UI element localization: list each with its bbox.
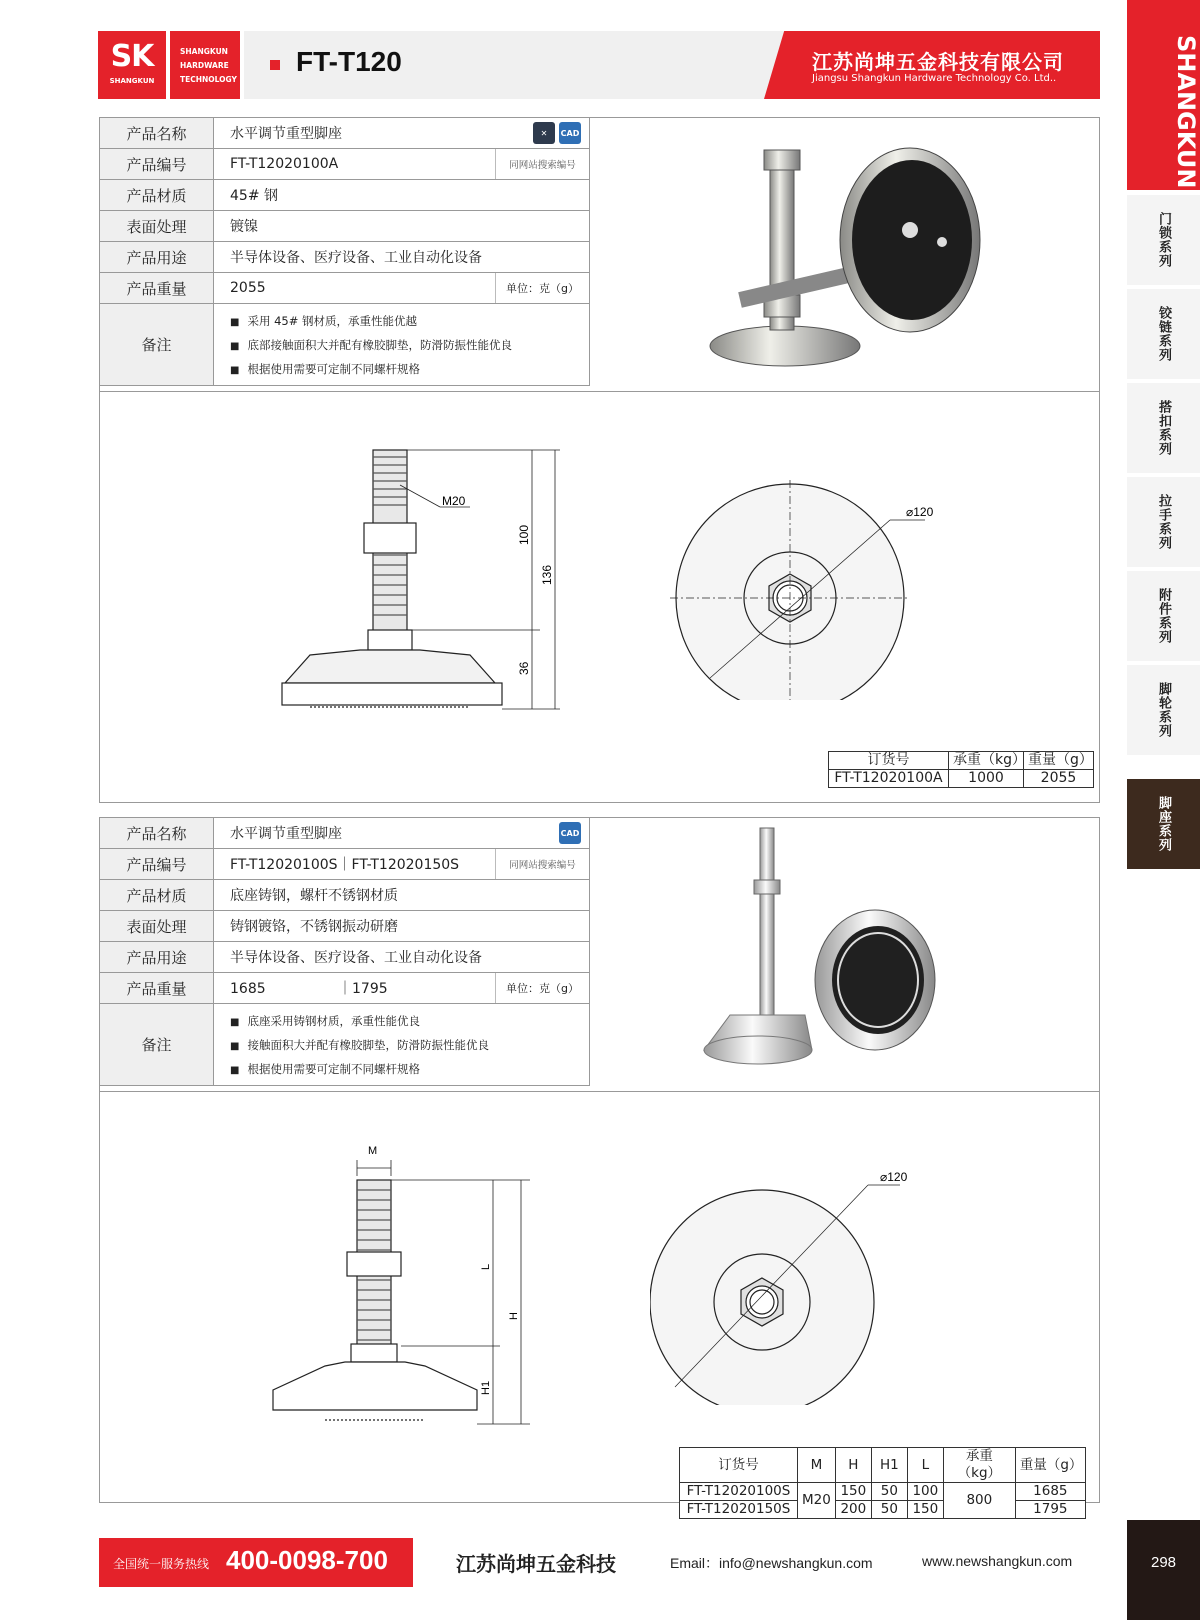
weight-value: 2055	[230, 280, 266, 296]
product-name-text: 水平调节重型脚座	[230, 826, 342, 842]
footer-company: 江苏尚坤五金科技	[456, 1552, 616, 1576]
product-code-text: FT-T12020100A	[230, 156, 339, 172]
order-header: H	[835, 1448, 871, 1483]
order-cell: FT-T12020150S	[680, 1501, 798, 1519]
logo-word: SHANGKUN	[180, 47, 228, 56]
order-cell: 100	[907, 1483, 943, 1501]
label-material: 产品材质	[100, 880, 214, 911]
code-hint: 同网站搜索编号	[495, 849, 589, 879]
note-item: ■ 根据使用需要可定制不同螺杆规格	[230, 361, 589, 377]
side-tab-door-lock[interactable]: 门锁系列	[1127, 195, 1200, 287]
note-item: ■ 根据使用需要可定制不同螺杆规格	[230, 1061, 589, 1077]
side-tab-leveling-feet[interactable]: 脚座系列	[1127, 779, 1200, 871]
product-notes	[214, 304, 590, 386]
label-weight: 产品重量	[100, 973, 214, 1004]
divider	[99, 391, 1100, 392]
company-name-en: Jiangsu Shangkun Hardware Technology Co. Ltd..	[812, 73, 1057, 84]
product-code-text: FT-T12020100S｜FT-T12020150S	[230, 857, 460, 873]
label-notes: 备注	[100, 304, 214, 386]
code-hint: 同网站搜索编号	[495, 149, 589, 179]
logo-words	[170, 31, 240, 99]
label-code: 产品编号	[100, 849, 214, 880]
weight-value-a: 1685	[230, 981, 266, 997]
note-item: ■ 底部接触面积大并配有橡胶脚垫，防滑防振性能优良	[230, 337, 589, 353]
order-header: 订货号	[829, 752, 949, 770]
product-material: 底座铸钢，螺杆不锈钢材质	[214, 880, 590, 911]
order-header: L	[907, 1448, 943, 1483]
product-usage: 半导体设备、医疗设备、工业自动化设备	[214, 942, 590, 973]
side-tab-caster[interactable]: 脚轮系列	[1127, 665, 1200, 757]
product-name	[214, 118, 590, 149]
label-material: 产品材质	[100, 180, 214, 211]
order-cell: 50	[871, 1501, 907, 1519]
label-notes: 备注	[100, 1004, 214, 1086]
dim-100: 100	[517, 524, 531, 545]
order-cell-m: M20	[798, 1483, 836, 1519]
side-tab-hinge[interactable]: 铰链系列	[1127, 289, 1200, 381]
diameter-label: ⌀120	[906, 505, 934, 519]
diameter-label: ⌀120	[880, 1170, 908, 1184]
bullet-icon	[270, 60, 280, 70]
product-weight	[214, 273, 590, 304]
weight-value-b: ｜1795	[338, 981, 388, 997]
order-cell: 1685	[1015, 1483, 1085, 1501]
dim-36: 36	[517, 661, 531, 675]
product-2-order-table	[679, 1447, 1086, 1519]
cad-icon[interactable]: CAD	[559, 822, 581, 844]
dim-m: M	[368, 1145, 378, 1157]
order-cell: FT-T12020100S	[680, 1483, 798, 1501]
product-code	[214, 849, 590, 880]
label-surface: 表面处理	[100, 211, 214, 242]
product-notes	[214, 1004, 590, 1086]
note-item: ■ 底座采用铸钢材质，承重性能优良	[230, 1013, 589, 1029]
hotline-label: 全国统一服务热线	[113, 1557, 210, 1571]
label-usage: 产品用途	[100, 242, 214, 273]
order-cell: 50	[871, 1483, 907, 1501]
hotline-number[interactable]: 400-0098-700	[226, 1545, 388, 1575]
product-surface: 铸钢镀铬，不锈钢振动研磨	[214, 911, 590, 942]
order-header: 重量（g）	[1015, 1448, 1085, 1483]
product-surface: 镀镍	[214, 211, 590, 242]
company-name-cn: 江苏尚坤五金科技有限公司	[812, 50, 1064, 74]
product-2-top-drawing	[650, 1165, 950, 1405]
order-cell: 1000	[949, 770, 1024, 788]
order-header: 承重（kg）	[943, 1448, 1015, 1483]
product-1-top-drawing	[670, 480, 970, 700]
order-cell: 200	[835, 1501, 871, 1519]
divider	[99, 1091, 1100, 1092]
side-tab-accessory[interactable]: 附件系列	[1127, 571, 1200, 663]
product-name	[214, 818, 590, 849]
product-2-spec-table	[99, 817, 590, 1086]
dim-l: L	[480, 1263, 492, 1270]
logo-word: HARDWARE	[180, 61, 229, 70]
dim-136: 136	[540, 564, 554, 585]
order-header: H1	[871, 1448, 907, 1483]
order-cell: 150	[835, 1483, 871, 1501]
order-cell-load: 800	[943, 1483, 1015, 1519]
page-number: 298	[1150, 1554, 1177, 1571]
label-code: 产品编号	[100, 149, 214, 180]
logo-brand: SHANGKUN	[109, 77, 155, 85]
note-item: ■ 采用 45# 钢材质，承重性能优越	[230, 313, 589, 329]
footer-email[interactable]: Email：info@newshangkun.com	[670, 1555, 873, 1571]
order-cell: 1795	[1015, 1501, 1085, 1519]
note-item: ■ 接触面积大并配有橡胶脚垫，防滑防振性能优良	[230, 1037, 589, 1053]
product-code	[214, 149, 590, 180]
product-1-side-drawing	[270, 445, 590, 745]
side-tab-hasp[interactable]: 搭扣系列	[1127, 383, 1200, 475]
label-surface: 表面处理	[100, 911, 214, 942]
stainless-icon: ✕	[533, 122, 555, 144]
weight-unit: 单位：克（g）	[495, 973, 589, 1003]
page-title: FT-T120	[296, 46, 402, 77]
weight-unit: 单位：克（g）	[495, 273, 589, 303]
cad-icon[interactable]: CAD	[559, 122, 581, 144]
order-cell: 150	[907, 1501, 943, 1519]
product-1-photo	[700, 130, 1020, 380]
order-cell: 2055	[1024, 770, 1094, 788]
order-header: 承重（kg）	[949, 752, 1024, 770]
logo-word: TECHNOLOGY	[180, 75, 237, 84]
label-usage: 产品用途	[100, 942, 214, 973]
dim-h1: H1	[480, 1380, 492, 1395]
thread-label: M20	[442, 494, 466, 508]
footer-website[interactable]: www.newshangkun.com	[922, 1553, 1073, 1569]
order-header: 订货号	[680, 1448, 798, 1483]
brand-tab-label: SHANGKUN	[1172, 35, 1200, 189]
label-name: 产品名称	[100, 118, 214, 149]
product-1-spec-table	[99, 117, 590, 386]
product-name-text: 水平调节重型脚座	[230, 126, 342, 142]
logo	[98, 31, 166, 99]
product-2-photo	[700, 825, 990, 1085]
product-usage: 半导体设备、医疗设备、工业自动化设备	[214, 242, 590, 273]
order-header: 重量（g）	[1024, 752, 1094, 770]
side-tab-handle[interactable]: 拉手系列	[1127, 477, 1200, 569]
order-cell: FT-T12020100A	[829, 770, 949, 788]
product-1-order-table	[828, 751, 1094, 788]
label-name: 产品名称	[100, 818, 214, 849]
product-material: 45# 钢	[214, 180, 590, 211]
product-2-side-drawing	[265, 1140, 555, 1440]
dim-h: H	[508, 1312, 520, 1320]
label-weight: 产品重量	[100, 273, 214, 304]
product-weight	[214, 973, 590, 1004]
logo-mark: SK	[110, 39, 154, 74]
order-header: M	[798, 1448, 836, 1483]
